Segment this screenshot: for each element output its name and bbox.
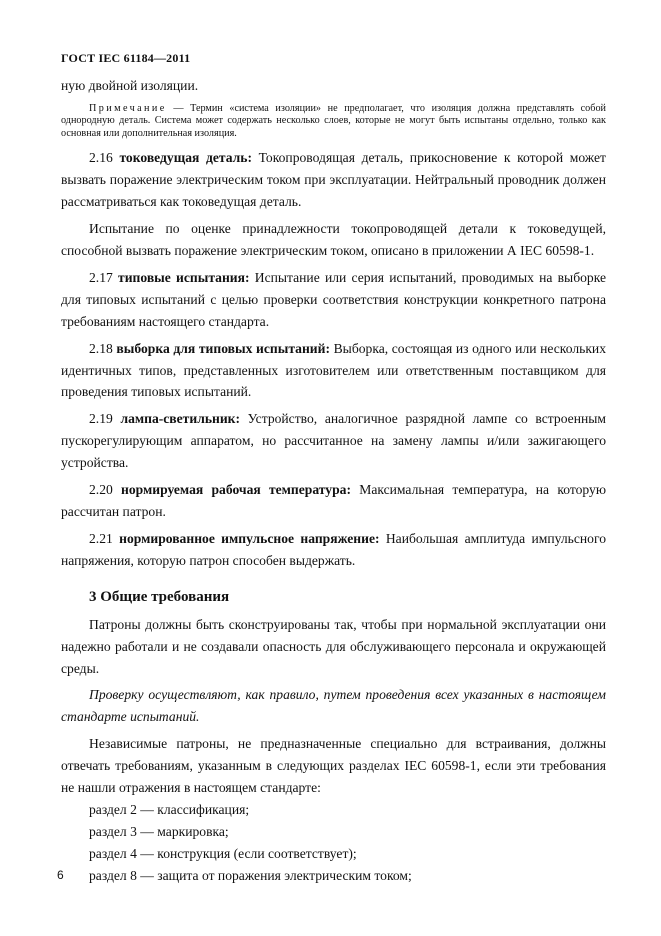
clause-2-20 [61,479,606,523]
clause-2-16 [61,147,606,213]
clause-text: Выборка, состоящая из одного или нескольких идентичных типов, представленных изготовителем или ответственным поставщиком для проведения типовых испытаний. [61,340,606,400]
list-item: раздел 2 — классификация; [89,801,250,817]
clause-number: 2.19 [89,411,113,427]
clause-term: выборка для типовых испытаний: [116,340,330,356]
clause-number: 2.17 [89,269,113,285]
note-dash: — [166,102,191,114]
clause-2-16-paragraph [61,218,606,262]
clause-text: Токопроводящая деталь, прикосновение к которой может вызвать поражение электрическим током при эксплуатации. Нейтральный проводник должен рассматриваться как токоведущая деталь. [61,150,606,210]
list-item: раздел 3 — маркировка; [89,823,229,839]
clause-number: 2.20 [89,482,113,498]
clause-2-19 [61,408,606,474]
document-header: ГОСТ IEC 61184—2011 [61,51,191,65]
list-item: раздел 4 — конструкция (если соответствует); [89,845,357,861]
note-label: Примечание [89,102,167,114]
page-number: 6 [57,868,64,882]
clause-2-17 [61,267,606,333]
clause-text: Максимальная температура, на которую рассчитан патрон. [61,482,606,519]
document-body [61,75,606,887]
section-3-title: 3 Общие требования [89,588,230,605]
clause-2-21 [61,528,606,572]
clause-term: типовые испытания: [118,269,250,285]
clause-number: 2.16 [89,150,113,166]
note-text: Термин «система изоляции» не предполагает, что изоляция должна представлять собой однородную деталь. Система может содержать несколько слоев, которые не могут быть испытаны отдельно, только как основная или дополнительная изоляция. [61,102,606,139]
section-3-paragraph-1: Патроны должны быть сконструированы так, чтобы при нормальной эксплуатации они надежно работали и не создавали опасность для обслуживающего персонала и окружающей среды. [61,616,606,676]
list-item: раздел 8 — защита от поражения электрическим током; [89,867,412,883]
clause-2-18 [61,338,606,404]
clause-term: нормируемая рабочая температура: [121,482,351,498]
note-paragraph [61,103,606,141]
clause-text: Наибольшая амплитуда импульсного напряжения, которую патрон способен выдержать. [61,530,606,568]
clause-term: токоведущая деталь: [119,150,252,166]
section-3-paragraph-italic: Проверку осуществляют, как правило, путем проведения всех указанных в настоящем стандарте испытаний. [61,687,606,725]
clause-term: нормированное импульсное напряжение: [119,530,380,546]
clause-text: Испытание или серия испытаний, проводимых на выборке для типовых испытаний с целью проверки соответствия конструкции конкретного патрона требованиям настоящего стандарта. [61,269,607,329]
section-3-paragraph-3: Независимые патроны, не предназначенные специально для встраивания, должны отвечать требованиям, указанным в следующих разделах IEC 60598-1, если эти требования не нашли отражения в настоящем стандарте: [61,736,606,796]
clause-number: 2.21 [89,530,113,546]
clause-text: Испытание по оценке принадлежности токопроводящей детали к токоведущей, способной вызвать поражение электрическим током, описано в приложении А IEC 60598-1. [61,221,606,259]
clause-term: лампа-светильник: [120,411,241,427]
clause-number: 2.18 [89,340,113,356]
clause-text: Устройство, аналогичное разрядной лампе со встроенным пускорегулирующим аппаратом, но рассчитанное на замену лампы и/или зажигающего устройства. [61,411,606,471]
continuation-text: ную двойной изоляции. [61,78,199,93]
